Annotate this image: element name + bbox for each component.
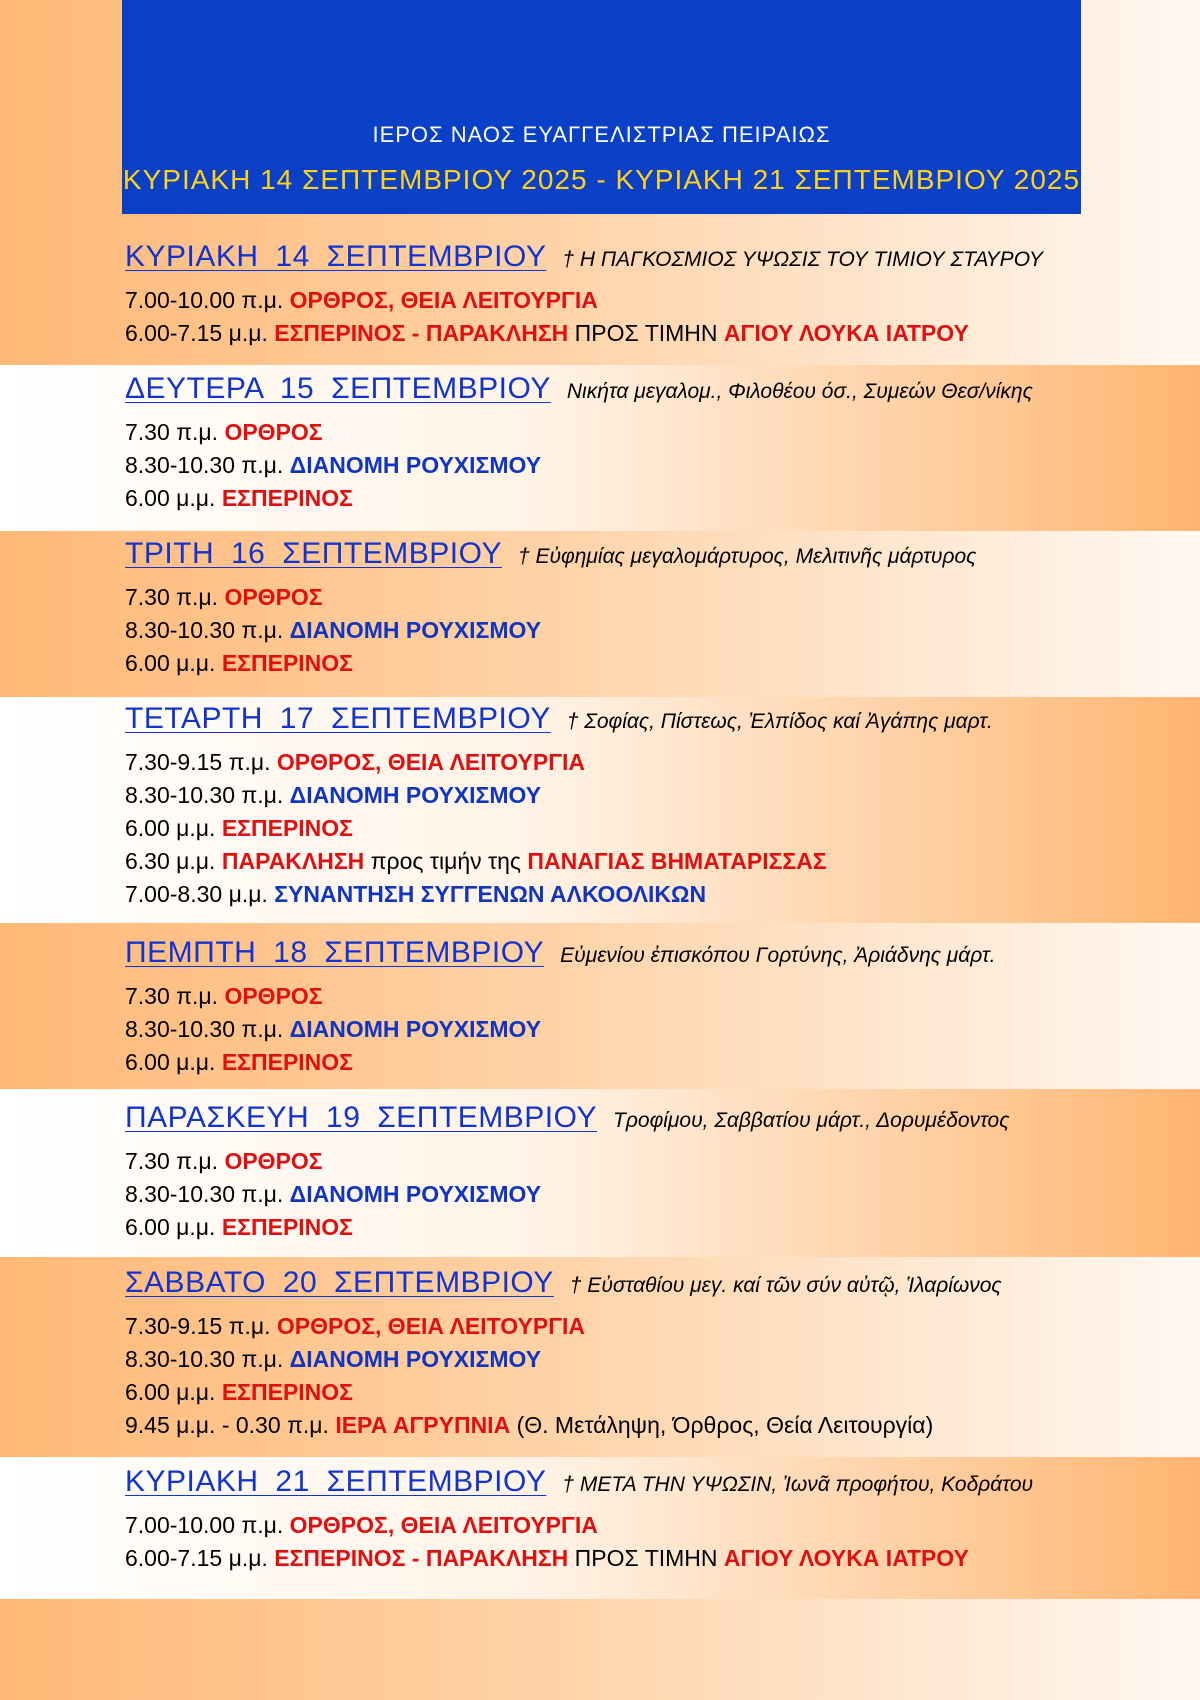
feast-text: Νικήτα μεγαλομ., Φιλοθέου όσ., Συμεών Θεσ/νίκης xyxy=(566,380,1033,403)
service-name: ΕΣΠΕΡΙΝΟΣ xyxy=(221,1049,353,1075)
schedule-list xyxy=(125,980,1185,1079)
day-title: ΤΡΙΤΗ 16 ΣΕΠΤΕΜΒΡΙΟΥ xyxy=(125,537,502,570)
schedule-line xyxy=(125,1509,1185,1542)
service-name: ΔΙΑΝΟΜΗ ΡΟΥΧΙΣΜΟΥ xyxy=(289,782,542,808)
feast-text: † Σοφίας, Πίστεως, Ἐλπίδος καί Ἀγάπης μαρτ. xyxy=(566,710,993,733)
schedule-text: 6.00 μ.μ. xyxy=(125,1379,222,1405)
feast-text: † Εὐφημίας μεγαλομάρτυρος, Μελιτινῆς μάρτυρος xyxy=(517,545,977,568)
schedule-text: 7.30-9.15 π.μ. xyxy=(125,749,277,775)
schedule-list xyxy=(125,581,1185,680)
header-banner xyxy=(122,0,1081,214)
schedule-line xyxy=(125,647,1185,680)
schedule-text: ΠΡΟΣ ΤΙΜΗΝ xyxy=(568,320,724,346)
service-name: ΔΙΑΝΟΜΗ ΡΟΥΧΙΣΜΟΥ xyxy=(289,452,542,478)
service-name: ΕΣΠΕΡΙΝΟΣ xyxy=(221,1214,353,1240)
day-title: ΚΥΡΙΑΚΗ 21 ΣΕΠΤΕΜΒΡΙΟΥ xyxy=(125,1465,547,1498)
schedule-line xyxy=(125,614,1185,647)
service-name: ΕΣΠΕΡΙΝΟΣ xyxy=(221,815,353,841)
week-range: ΚΥΡΙΑΚΗ 14 ΣΕΠΤΕΜΒΡΙΟΥ 2025 - ΚΥΡΙΑΚΗ 21 ΣΕΠΤΕΜΒΡΙΟΥ 2025 xyxy=(122,164,1081,195)
feast-text: Εὐμενίου ἐπισκόπου Γορτύνης, Ἀριάδνης μάρτ. xyxy=(560,944,996,967)
feast-text: † ΜΕΤΑ ΤΗΝ ΥΨΩΣΙΝ, Ἰωνᾶ προφήτου, Κοδράτου xyxy=(562,1473,1034,1496)
day-saturday-20 xyxy=(125,1266,1185,1442)
schedule-text: 7.00-8.30 μ.μ. xyxy=(125,881,275,907)
schedule-line xyxy=(125,980,1185,1013)
schedule-line xyxy=(125,482,1185,515)
schedule-text: (Θ. Μετάληψη, Όρθρος, Θεία Λειτουργία) xyxy=(510,1412,934,1438)
service-name: ΑΓΙΟΥ ΛΟΥΚΑ ΙΑΤΡΟΥ xyxy=(723,320,969,346)
day-sunday-14 xyxy=(125,240,1185,350)
schedule-text: 8.30-10.30 π.μ. xyxy=(125,782,290,808)
schedule-text: 8.30-10.30 π.μ. xyxy=(125,617,290,643)
schedule-text: 7.30 π.μ. xyxy=(125,1148,225,1174)
service-name: ΣΥΝΑΝΤΗΣΗ ΣΥΓΓΕΝΩΝ ΑΛΚΟΟΛΙΚΩΝ xyxy=(274,881,707,907)
schedule-line xyxy=(125,1145,1185,1178)
schedule-text: ΠΡΟΣ ΤΙΜΗΝ xyxy=(568,1545,724,1571)
schedule-text: 6.00 μ.μ. xyxy=(125,485,222,511)
day-title: ΣΑΒΒΑΤΟ 20 ΣΕΠΤΕΜΒΡΙΟΥ xyxy=(125,1266,554,1299)
schedule-line xyxy=(125,284,1185,317)
schedule-text: 8.30-10.30 π.μ. xyxy=(125,1016,290,1042)
schedule-text: 6.00 μ.μ. xyxy=(125,1049,222,1075)
schedule-line xyxy=(125,449,1185,482)
day-friday-19 xyxy=(125,1101,1185,1244)
schedule-text: 6.00-7.15 μ.μ. xyxy=(125,1545,275,1571)
service-name: ΕΣΠΕΡΙΝΟΣ xyxy=(221,485,353,511)
schedule-line xyxy=(125,1310,1185,1343)
service-name: ΔΙΑΝΟΜΗ ΡΟΥΧΙΣΜΟΥ xyxy=(289,1346,542,1372)
day-monday-15 xyxy=(125,372,1185,515)
service-name: ΔΙΑΝΟΜΗ ΡΟΥΧΙΣΜΟΥ xyxy=(289,617,542,643)
schedule-text: 9.45 μ.μ. - 0.30 π.μ. xyxy=(125,1412,336,1438)
service-name: ΕΣΠΕΡΙΝΟΣ xyxy=(221,1379,353,1405)
service-name: ΠΑΡΑΚΛΗΣΗ xyxy=(221,848,365,874)
schedule-list xyxy=(125,1310,1185,1442)
schedule-line xyxy=(125,1542,1185,1575)
service-name: ΠΑΝΑΓΙΑΣ ΒΗΜΑΤΑΡΙΣΣΑΣ xyxy=(527,848,827,874)
day-thursday-18 xyxy=(125,936,1185,1079)
service-name: ΙΕΡΑ ΑΓΡΥΠΝΙΑ xyxy=(335,1412,511,1438)
schedule-text: 8.30-10.30 π.μ. xyxy=(125,1346,290,1372)
service-name: ΕΣΠΕΡΙΝΟΣ - ΠΑΡΑΚΛΗΣΗ xyxy=(274,1545,569,1571)
service-name: ΑΓΙΟΥ ΛΟΥΚΑ ΙΑΤΡΟΥ xyxy=(723,1545,969,1571)
schedule-list xyxy=(125,1509,1185,1575)
schedule-list xyxy=(125,284,1185,350)
day-title: ΚΥΡΙΑΚΗ 14 ΣΕΠΤΕΜΒΡΙΟΥ xyxy=(125,240,547,273)
feast-text: † Η ΠΑΓΚΟΣΜΙΟΣ ΥΨΩΣΙΣ ΤΟΥ ΤΙΜΙΟΥ ΣΤΑΥΡΟΥ xyxy=(562,248,1043,271)
schedule-text: 7.30-9.15 π.μ. xyxy=(125,1313,277,1339)
schedule-line xyxy=(125,1409,1185,1442)
schedule-line xyxy=(125,746,1185,779)
schedule-text: 8.30-10.30 π.μ. xyxy=(125,1181,290,1207)
day-sunday-21 xyxy=(125,1465,1185,1575)
schedule-line xyxy=(125,581,1185,614)
schedule-text: 7.00-10.00 π.μ. xyxy=(125,287,290,313)
schedule-text: 7.30 π.μ. xyxy=(125,983,225,1009)
schedule-line xyxy=(125,1376,1185,1409)
day-wednesday-17 xyxy=(125,702,1185,911)
schedule-text: 6.00 μ.μ. xyxy=(125,815,222,841)
schedule-list xyxy=(125,746,1185,911)
schedule-text: 7.30 π.μ. xyxy=(125,419,225,445)
schedule-line xyxy=(125,416,1185,449)
day-title: ΤΕΤΑΡΤΗ 17 ΣΕΠΤΕΜΒΡΙΟΥ xyxy=(125,702,551,735)
schedule-line xyxy=(125,878,1185,911)
day-title: ΠΑΡΑΣΚΕΥΗ 19 ΣΕΠΤΕΜΒΡΙΟΥ xyxy=(125,1101,598,1134)
schedule-text: 6.00 μ.μ. xyxy=(125,650,222,676)
schedule-line xyxy=(125,1046,1185,1079)
schedule-text: 8.30-10.30 π.μ. xyxy=(125,452,290,478)
feast-text: † Εὐσταθίου μεγ. καί τῶν σύν αὐτῷ, Ἱλαρίωνος xyxy=(569,1274,1002,1297)
service-name: ΔΙΑΝΟΜΗ ΡΟΥΧΙΣΜΟΥ xyxy=(289,1181,542,1207)
schedule-list xyxy=(125,1145,1185,1244)
schedule-line xyxy=(125,1343,1185,1376)
service-name: ΕΣΠΕΡΙΝΟΣ xyxy=(221,650,353,676)
day-tuesday-16 xyxy=(125,537,1185,680)
service-name: ΟΡΘΡΟΣ xyxy=(224,1148,323,1174)
church-name: ΙΕΡΟΣ ΝΑΟΣ ΕΥΑΓΓΕΛΙΣΤΡΙΑΣ ΠΕΙΡΑΙΩΣ xyxy=(372,122,831,147)
schedule-text: 7.00-10.00 π.μ. xyxy=(125,1512,290,1538)
service-name: ΟΡΘΡΟΣ, ΘΕΙΑ ΛΕΙΤΟΥΡΓΙΑ xyxy=(289,287,598,313)
service-name: ΕΣΠΕΡΙΝΟΣ - ΠΑΡΑΚΛΗΣΗ xyxy=(274,320,569,346)
schedule-line xyxy=(125,1211,1185,1244)
schedule-line xyxy=(125,1013,1185,1046)
schedule-line xyxy=(125,1178,1185,1211)
schedule-text: 7.30 π.μ. xyxy=(125,584,225,610)
schedule-line xyxy=(125,812,1185,845)
service-name: ΟΡΘΡΟΣ, ΘΕΙΑ ΛΕΙΤΟΥΡΓΙΑ xyxy=(276,1313,586,1339)
schedule-text: προς τιμήν της xyxy=(364,848,528,874)
schedule-line xyxy=(125,779,1185,812)
day-title: ΔΕΥΤΕΡΑ 15 ΣΕΠΤΕΜΒΡΙΟΥ xyxy=(125,372,551,405)
service-name: ΟΡΘΡΟΣ xyxy=(224,584,323,610)
service-name: ΟΡΘΡΟΣ xyxy=(224,419,323,445)
schedule-list xyxy=(125,416,1185,515)
schedule-text: 6.30 μ.μ. xyxy=(125,848,222,874)
schedule-text: 6.00-7.15 μ.μ. xyxy=(125,320,275,346)
schedule-line xyxy=(125,317,1185,350)
day-title: ΠΕΜΠΤΗ 18 ΣΕΠΤΕΜΒΡΙΟΥ xyxy=(125,936,545,969)
feast-text: Τροφίμου, Σαββατίου μάρτ., Δορυμέδοντος xyxy=(613,1109,1010,1132)
service-name: ΟΡΘΡΟΣ, ΘΕΙΑ ΛΕΙΤΟΥΡΓΙΑ xyxy=(276,749,586,775)
service-name: ΟΡΘΡΟΣ, ΘΕΙΑ ΛΕΙΤΟΥΡΓΙΑ xyxy=(289,1512,598,1538)
service-name: ΟΡΘΡΟΣ xyxy=(224,983,323,1009)
schedule-line xyxy=(125,845,1185,878)
service-name: ΔΙΑΝΟΜΗ ΡΟΥΧΙΣΜΟΥ xyxy=(289,1016,542,1042)
schedule-text: 6.00 μ.μ. xyxy=(125,1214,222,1240)
